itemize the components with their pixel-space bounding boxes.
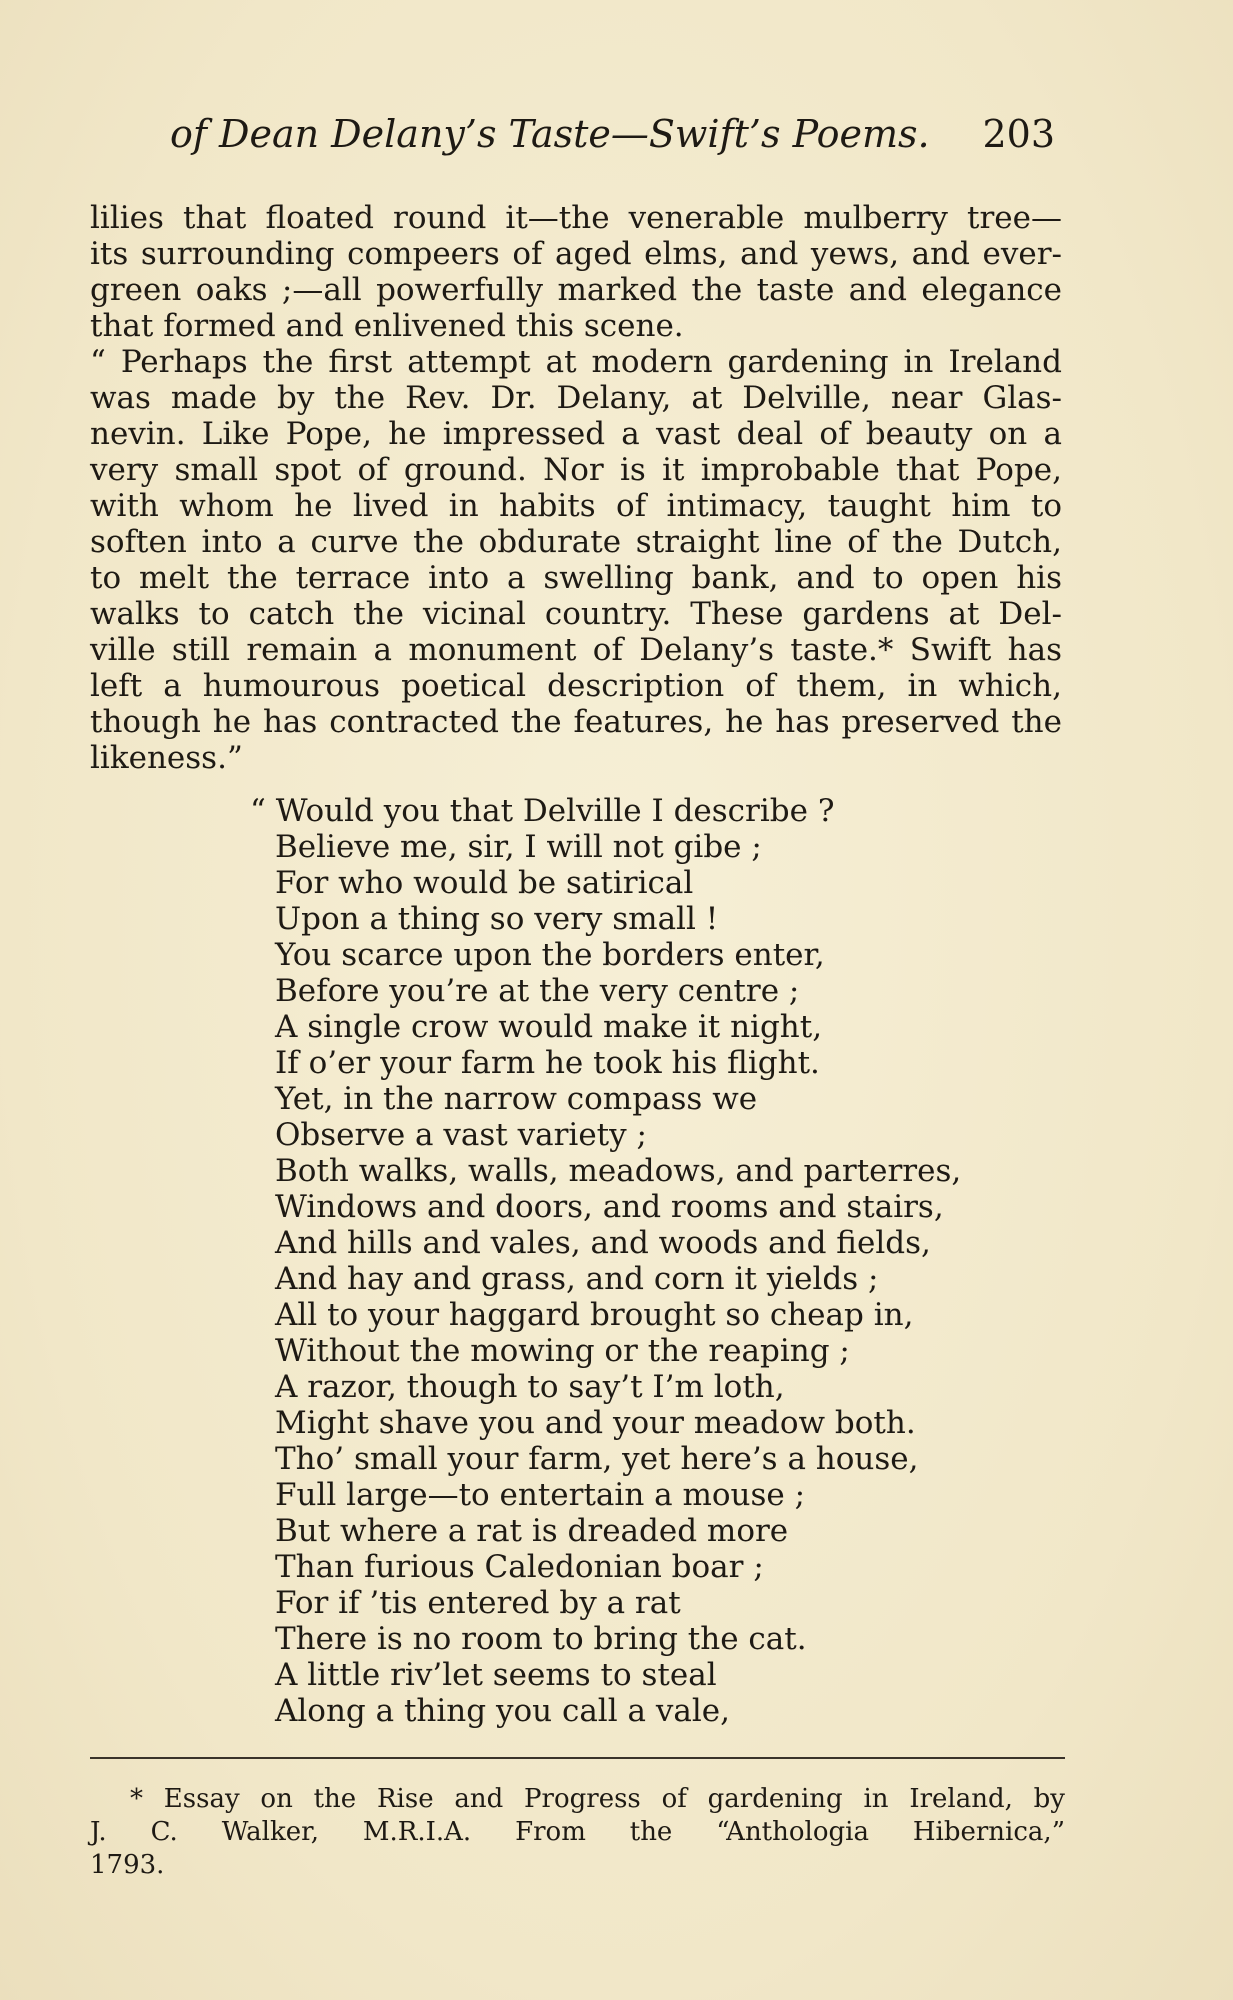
text-line: was made by the Rev. Dr. Delany, at Delville, near Glas- [90, 380, 1062, 416]
verse-line: Upon a thing so very small ! [275, 901, 719, 937]
text-line: to melt the terrace into a swelling bank, and to open his [90, 560, 1062, 596]
verse-line: Without the mowing or the reaping ; [275, 1333, 850, 1369]
page-number: 203 [982, 112, 1055, 156]
verse-line: If o’er your farm he took his flight. [275, 1045, 820, 1081]
verse-line: All to your haggard brought so cheap in, [275, 1297, 914, 1333]
text-line: lilies that floated round it—the venerable mulberry tree— [90, 200, 1062, 236]
verse-line: Tho’ small your farm, yet here’s a house, [275, 1441, 919, 1477]
text-line: though he has contracted the features, he has preserved the [90, 704, 1062, 740]
text-line: that formed and enlivened this scene. [90, 308, 684, 344]
verse-line: You scarce upon the borders enter, [275, 937, 825, 973]
verse-line: Observe a vast variety ; [275, 1117, 647, 1153]
verse-line: Both walks, walls, meadows, and parterres, [275, 1153, 962, 1189]
verse-line: And hay and grass, and corn it yields ; [275, 1261, 879, 1297]
page-header [170, 112, 1055, 168]
text-line: left a humourous poetical description of them, in which, [90, 668, 1062, 704]
verse-line: Than furious Caledonian boar ; [275, 1549, 764, 1585]
footnote-line: J. C. Walker, M.R.I.A. From the “Anthologia Hibernica,” [90, 1817, 1065, 1847]
verse-line: Along a thing you call a vale, [275, 1693, 730, 1729]
text-line: likeness.” [90, 740, 243, 776]
text-line: walks to catch the vicinal country. These gardens at Del- [90, 596, 1062, 632]
verse-line: Might shave you and your meadow both. [275, 1405, 916, 1441]
text-line: with whom he lived in habits of intimacy, taught him to [90, 488, 1062, 524]
text-line: very small spot of ground. Nor is it improbable that Pope, [90, 452, 1062, 488]
verse-line: Before you’re at the very centre ; [275, 973, 800, 1009]
text-line: soften into a curve the obdurate straight line of the Dutch, [90, 524, 1062, 560]
text-line: “ Perhaps the first attempt at modern gardening in Ireland [90, 344, 1062, 380]
verse-line: And hills and vales, and woods and fields, [275, 1225, 931, 1261]
text-line: its surrounding compeers of aged elms, and yews, and ever- [90, 236, 1062, 272]
text-line: ville still remain a monument of Delany’s taste.* Swift has [90, 632, 1062, 668]
verse-line: A razor, though to say’t I’m loth, [275, 1369, 785, 1405]
footnote-rule [90, 1757, 1065, 1759]
verse-line: There is no room to bring the cat. [275, 1621, 807, 1657]
verse-line: For if ’tis entered by a rat [275, 1585, 681, 1621]
verse-line: Yet, in the narrow compass we [275, 1081, 758, 1117]
prose-block [90, 200, 1062, 776]
verse-line: A little riv’let seems to steal [275, 1657, 717, 1693]
verse-line: Windows and doors, and rooms and stairs, [275, 1189, 944, 1225]
verse-line: For who would be satirical [275, 865, 694, 901]
verse-line: Full large—to entertain a mouse ; [275, 1477, 806, 1513]
running-title: of Dean Delany’s Taste—Swift’s Poems. [170, 112, 930, 156]
poem-block [250, 793, 1030, 1729]
verse-line: Believe me, sir, I will not gibe ; [275, 829, 762, 865]
footnote [90, 1783, 1070, 1882]
text-line: nevin. Like Pope, he impressed a vast deal of beauty on a [90, 416, 1062, 452]
verse-line: But where a rat is dreaded more [275, 1513, 789, 1549]
footnote-line: * Essay on the Rise and Progress of gardening in Ireland, by [130, 1784, 1065, 1814]
text-line: green oaks ;—all powerfully marked the taste and elegance [90, 272, 1062, 308]
footnote-line: 1793. [90, 1850, 165, 1880]
verse-line: “ Would you that Delville I describe ? [250, 793, 835, 829]
verse-line: A single crow would make it night, [275, 1009, 823, 1045]
